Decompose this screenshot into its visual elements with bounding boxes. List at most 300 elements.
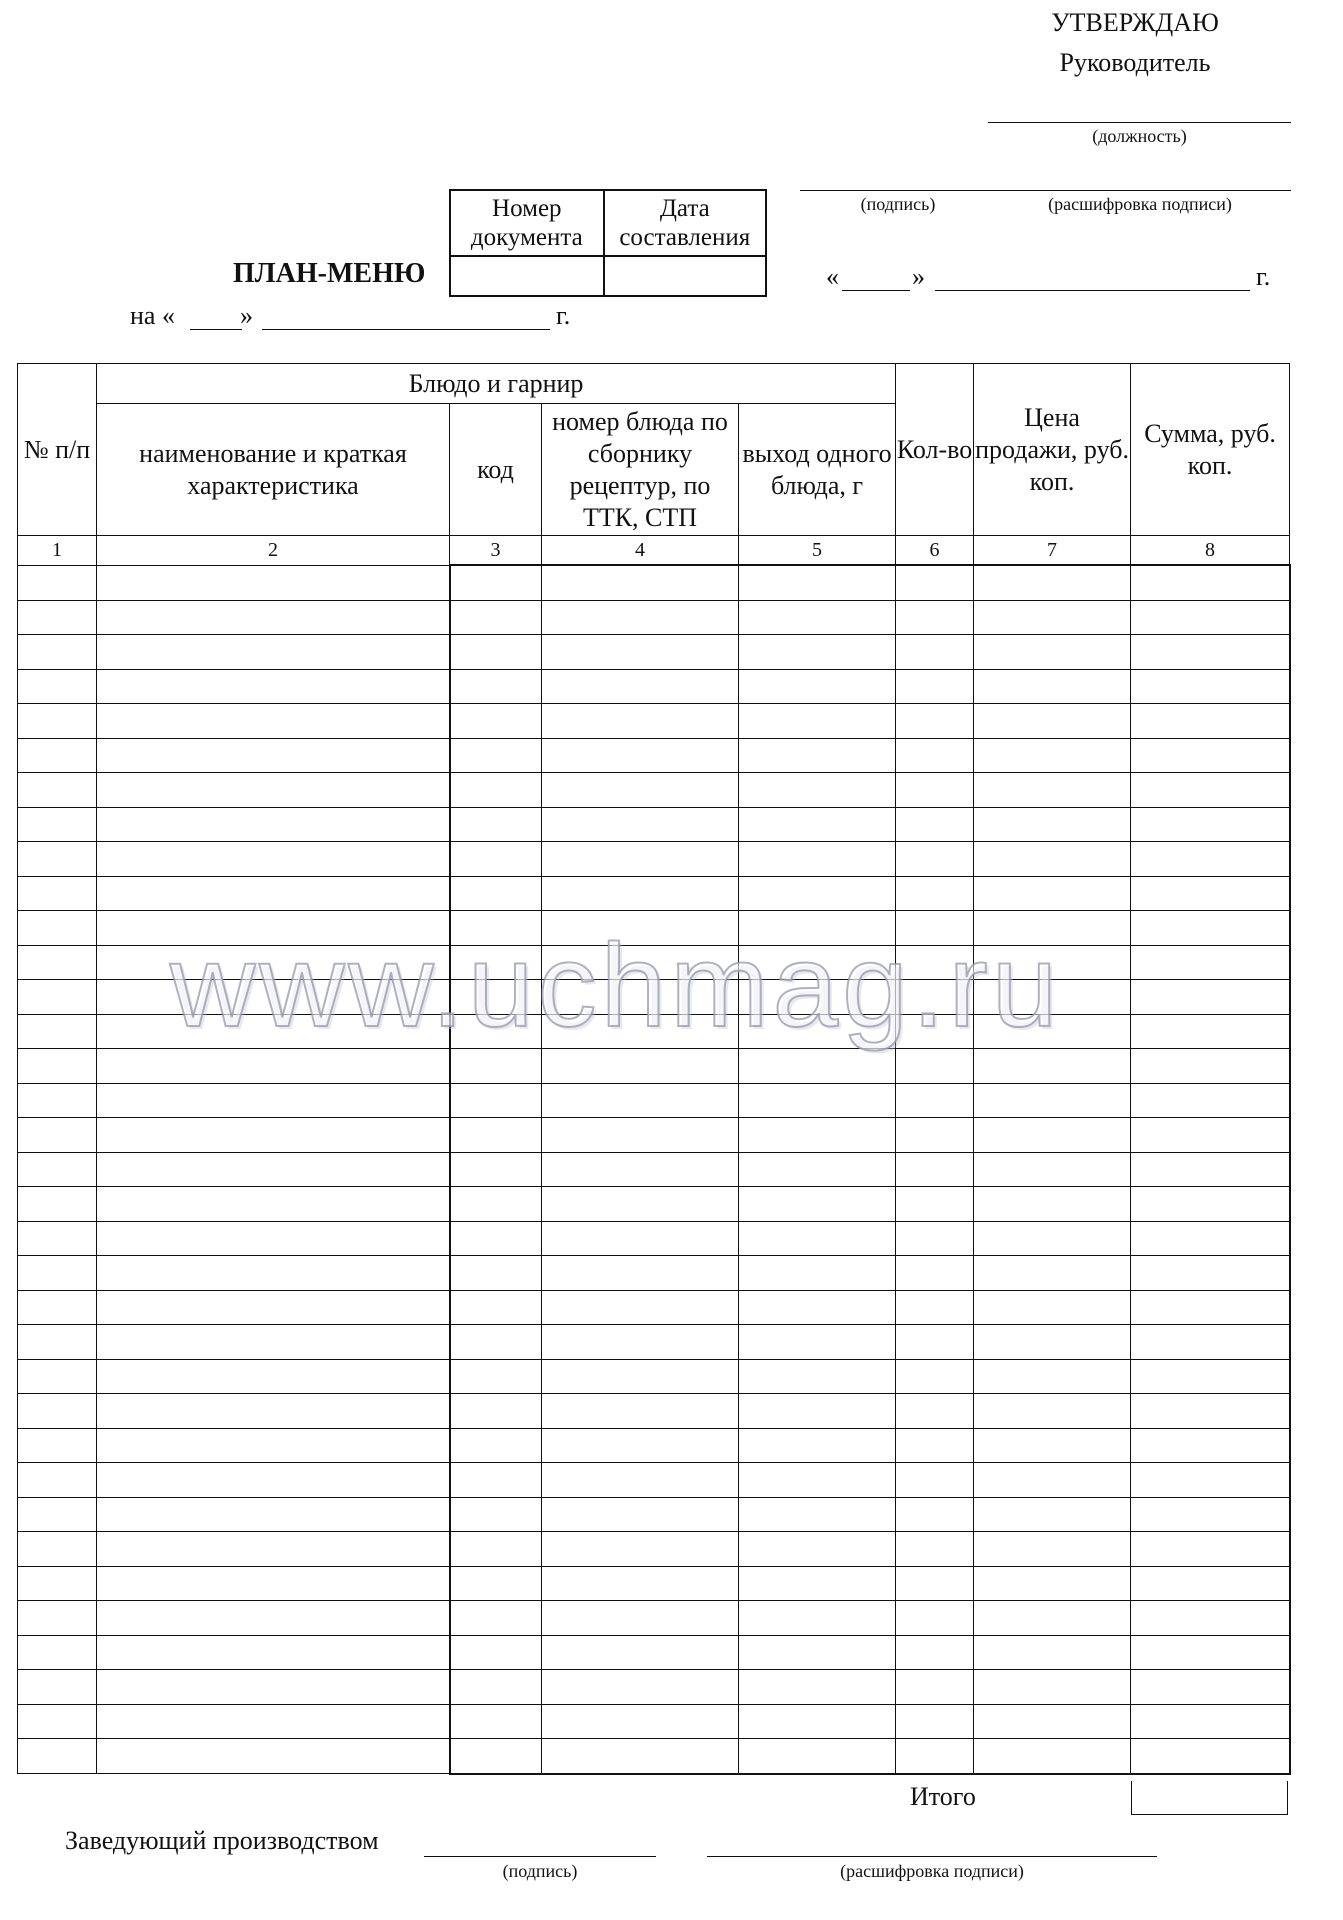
- table-row: [18, 1187, 1290, 1222]
- table-cell[interactable]: [450, 1670, 542, 1705]
- table-cell[interactable]: [974, 1187, 1131, 1222]
- table-cell[interactable]: [450, 1221, 542, 1256]
- table-cell[interactable]: [1131, 945, 1290, 980]
- table-cell[interactable]: [450, 1428, 542, 1463]
- table-cell[interactable]: [896, 1256, 974, 1291]
- table-cell[interactable]: [18, 1601, 97, 1636]
- table-cell[interactable]: [18, 738, 97, 773]
- table-cell[interactable]: [97, 1359, 450, 1394]
- table-cell[interactable]: [896, 635, 974, 670]
- table-cell[interactable]: [974, 1497, 1131, 1532]
- table-cell[interactable]: [896, 1221, 974, 1256]
- table-cell[interactable]: [896, 1394, 974, 1429]
- table-cell[interactable]: [97, 773, 450, 808]
- table-cell[interactable]: [18, 565, 97, 600]
- table-cell[interactable]: [97, 1670, 450, 1705]
- table-cell[interactable]: [450, 1152, 542, 1187]
- table-cell[interactable]: [1131, 1187, 1290, 1222]
- table-cell[interactable]: [450, 1083, 542, 1118]
- table-cell[interactable]: [1131, 876, 1290, 911]
- table-cell[interactable]: [1131, 1704, 1290, 1739]
- table-cell[interactable]: [739, 1118, 896, 1153]
- table-cell[interactable]: [97, 911, 450, 946]
- table-cell[interactable]: [1131, 1221, 1290, 1256]
- table-cell[interactable]: [450, 1256, 542, 1291]
- table-cell[interactable]: [974, 635, 1131, 670]
- position-line[interactable]: [988, 122, 1291, 123]
- table-cell[interactable]: [896, 876, 974, 911]
- table-cell[interactable]: [1131, 1532, 1290, 1567]
- table-cell[interactable]: [1131, 1152, 1290, 1187]
- table-cell[interactable]: [1131, 1670, 1290, 1705]
- table-cell[interactable]: [739, 1463, 896, 1498]
- table-cell[interactable]: [1131, 1014, 1290, 1049]
- table-cell[interactable]: [18, 1152, 97, 1187]
- table-cell[interactable]: [97, 876, 450, 911]
- table-cell[interactable]: [896, 1325, 974, 1360]
- table-cell[interactable]: [739, 1497, 896, 1532]
- table-cell[interactable]: [542, 945, 739, 980]
- table-cell[interactable]: [739, 1566, 896, 1601]
- table-cell[interactable]: [18, 1394, 97, 1429]
- table-cell[interactable]: [739, 1394, 896, 1429]
- table-cell[interactable]: [18, 669, 97, 704]
- table-cell[interactable]: [450, 911, 542, 946]
- table-cell[interactable]: [974, 1014, 1131, 1049]
- table-cell[interactable]: [18, 1221, 97, 1256]
- table-cell[interactable]: [97, 1290, 450, 1325]
- table-cell[interactable]: [542, 600, 739, 635]
- table-cell[interactable]: [974, 1670, 1131, 1705]
- table-cell[interactable]: [18, 773, 97, 808]
- manager-signature-line[interactable]: [424, 1856, 656, 1857]
- table-cell[interactable]: [896, 1428, 974, 1463]
- table-cell[interactable]: [739, 565, 896, 600]
- table-cell[interactable]: [1131, 1428, 1290, 1463]
- table-cell[interactable]: [18, 1739, 97, 1774]
- table-cell[interactable]: [1131, 1601, 1290, 1636]
- table-cell[interactable]: [542, 1394, 739, 1429]
- table-cell[interactable]: [97, 1118, 450, 1153]
- table-cell[interactable]: [739, 1739, 896, 1774]
- table-cell[interactable]: [896, 738, 974, 773]
- table-cell[interactable]: [1131, 773, 1290, 808]
- total-field[interactable]: [1131, 1781, 1288, 1815]
- table-cell[interactable]: [739, 1359, 896, 1394]
- table-cell[interactable]: [974, 911, 1131, 946]
- table-cell[interactable]: [18, 1532, 97, 1567]
- table-cell[interactable]: [739, 1325, 896, 1360]
- table-cell[interactable]: [739, 600, 896, 635]
- table-cell[interactable]: [97, 600, 450, 635]
- table-cell[interactable]: [739, 1290, 896, 1325]
- table-cell[interactable]: [97, 807, 450, 842]
- table-cell[interactable]: [97, 980, 450, 1015]
- table-cell[interactable]: [542, 980, 739, 1015]
- table-cell[interactable]: [739, 669, 896, 704]
- table-cell[interactable]: [97, 704, 450, 739]
- table-cell[interactable]: [739, 1601, 896, 1636]
- table-cell[interactable]: [974, 1566, 1131, 1601]
- table-cell[interactable]: [542, 1635, 739, 1670]
- table-cell[interactable]: [97, 1704, 450, 1739]
- table-cell[interactable]: [896, 1497, 974, 1532]
- table-cell[interactable]: [97, 1428, 450, 1463]
- table-cell[interactable]: [542, 1325, 739, 1360]
- table-cell[interactable]: [896, 1670, 974, 1705]
- table-cell[interactable]: [18, 1083, 97, 1118]
- table-cell[interactable]: [97, 1221, 450, 1256]
- table-cell[interactable]: [1131, 1118, 1290, 1153]
- table-cell[interactable]: [739, 945, 896, 980]
- approval-month-line[interactable]: [935, 290, 1250, 291]
- table-cell[interactable]: [1131, 1497, 1290, 1532]
- table-cell[interactable]: [542, 1739, 739, 1774]
- table-cell[interactable]: [97, 1187, 450, 1222]
- table-cell[interactable]: [97, 1256, 450, 1291]
- table-cell[interactable]: [450, 704, 542, 739]
- table-cell[interactable]: [896, 1704, 974, 1739]
- table-cell[interactable]: [542, 876, 739, 911]
- table-cell[interactable]: [542, 1187, 739, 1222]
- table-cell[interactable]: [18, 1187, 97, 1222]
- table-cell[interactable]: [542, 669, 739, 704]
- table-cell[interactable]: [450, 1704, 542, 1739]
- table-cell[interactable]: [896, 1049, 974, 1084]
- table-cell[interactable]: [450, 773, 542, 808]
- table-cell[interactable]: [97, 565, 450, 600]
- table-cell[interactable]: [450, 842, 542, 877]
- table-cell[interactable]: [450, 1187, 542, 1222]
- table-cell[interactable]: [542, 1670, 739, 1705]
- table-cell[interactable]: [739, 1014, 896, 1049]
- approval-day-line[interactable]: [842, 290, 910, 291]
- table-cell[interactable]: [18, 704, 97, 739]
- table-cell[interactable]: [1131, 565, 1290, 600]
- table-cell[interactable]: [542, 1463, 739, 1498]
- plan-month-line[interactable]: [262, 329, 550, 330]
- table-cell[interactable]: [1131, 1049, 1290, 1084]
- table-cell[interactable]: [1131, 669, 1290, 704]
- table-cell[interactable]: [18, 600, 97, 635]
- table-cell[interactable]: [896, 669, 974, 704]
- table-cell[interactable]: [896, 1532, 974, 1567]
- table-cell[interactable]: [542, 1256, 739, 1291]
- table-cell[interactable]: [739, 1221, 896, 1256]
- table-cell[interactable]: [974, 1325, 1131, 1360]
- table-cell[interactable]: [974, 704, 1131, 739]
- table-cell[interactable]: [739, 1083, 896, 1118]
- table-cell[interactable]: [974, 565, 1131, 600]
- table-cell[interactable]: [450, 1601, 542, 1636]
- table-cell[interactable]: [974, 1049, 1131, 1084]
- table-cell[interactable]: [97, 1394, 450, 1429]
- table-cell[interactable]: [97, 1497, 450, 1532]
- table-cell[interactable]: [18, 1497, 97, 1532]
- table-cell[interactable]: [450, 1049, 542, 1084]
- table-cell[interactable]: [974, 1083, 1131, 1118]
- table-cell[interactable]: [18, 1290, 97, 1325]
- table-cell[interactable]: [974, 980, 1131, 1015]
- table-cell[interactable]: [450, 635, 542, 670]
- table-cell[interactable]: [1131, 1325, 1290, 1360]
- watermark: www.uchmag.ru: [170, 920, 1062, 1052]
- table-cell[interactable]: [974, 1359, 1131, 1394]
- table-cell[interactable]: [450, 1739, 542, 1774]
- table-cell[interactable]: [450, 1532, 542, 1567]
- table-cell[interactable]: [97, 1739, 450, 1774]
- table-cell[interactable]: [97, 1083, 450, 1118]
- document-title: ПЛАН-МЕНЮ: [233, 258, 426, 289]
- table-cell[interactable]: [450, 1290, 542, 1325]
- table-cell[interactable]: [18, 1670, 97, 1705]
- table-cell[interactable]: [1131, 1290, 1290, 1325]
- table-cell[interactable]: [450, 1014, 542, 1049]
- plan-date-close: »: [240, 301, 253, 330]
- table-cell[interactable]: [450, 738, 542, 773]
- table-cell[interactable]: [97, 1566, 450, 1601]
- table-cell[interactable]: [896, 842, 974, 877]
- table-cell[interactable]: [18, 980, 97, 1015]
- table-cell[interactable]: [450, 600, 542, 635]
- table-cell[interactable]: [1131, 1566, 1290, 1601]
- table-cell[interactable]: [974, 876, 1131, 911]
- table-cell[interactable]: [739, 842, 896, 877]
- table-cell[interactable]: [450, 669, 542, 704]
- table-cell[interactable]: [542, 1118, 739, 1153]
- table-cell[interactable]: [450, 876, 542, 911]
- table-cell[interactable]: [739, 980, 896, 1015]
- table-cell[interactable]: [542, 1566, 739, 1601]
- table-cell[interactable]: [542, 635, 739, 670]
- table-cell[interactable]: [974, 1428, 1131, 1463]
- table-cell[interactable]: [18, 1325, 97, 1360]
- table-cell[interactable]: [97, 1049, 450, 1084]
- table-cell[interactable]: [974, 1221, 1131, 1256]
- table-cell[interactable]: [1131, 738, 1290, 773]
- table-cell[interactable]: [896, 1463, 974, 1498]
- table-cell[interactable]: [542, 773, 739, 808]
- table-cell[interactable]: [974, 669, 1131, 704]
- table-cell[interactable]: [739, 807, 896, 842]
- table-cell[interactable]: [1131, 704, 1290, 739]
- table-cell[interactable]: [896, 1083, 974, 1118]
- table-cell[interactable]: [974, 1635, 1131, 1670]
- table-cell[interactable]: [739, 773, 896, 808]
- table-cell[interactable]: [18, 1118, 97, 1153]
- table-cell[interactable]: [739, 1670, 896, 1705]
- table-cell[interactable]: [739, 1428, 896, 1463]
- doc-number-field[interactable]: [450, 256, 604, 296]
- table-cell[interactable]: [896, 1014, 974, 1049]
- table-cell[interactable]: [974, 842, 1131, 877]
- table-cell[interactable]: [974, 1463, 1131, 1498]
- table-cell[interactable]: [18, 1256, 97, 1291]
- table-cell[interactable]: [739, 1256, 896, 1291]
- table-cell[interactable]: [450, 945, 542, 980]
- table-cell[interactable]: [450, 1635, 542, 1670]
- table-cell[interactable]: [1131, 807, 1290, 842]
- table-cell[interactable]: [450, 1463, 542, 1498]
- table-cell[interactable]: [896, 773, 974, 808]
- table-row: [18, 876, 1290, 911]
- table-cell[interactable]: [542, 1083, 739, 1118]
- table-cell[interactable]: [542, 911, 739, 946]
- table-cell[interactable]: [450, 1394, 542, 1429]
- table-cell[interactable]: [739, 1635, 896, 1670]
- table-cell[interactable]: [97, 635, 450, 670]
- table-cell[interactable]: [896, 600, 974, 635]
- column-number: 6: [896, 536, 974, 566]
- table-cell[interactable]: [896, 945, 974, 980]
- table-cell[interactable]: [18, 945, 97, 980]
- doc-date-field[interactable]: [604, 256, 766, 296]
- table-cell[interactable]: [1131, 1256, 1290, 1291]
- table-cell[interactable]: [974, 1601, 1131, 1636]
- table-cell[interactable]: [97, 842, 450, 877]
- table-cell[interactable]: [450, 980, 542, 1015]
- table-cell[interactable]: [739, 876, 896, 911]
- plan-day-line[interactable]: [190, 329, 242, 330]
- table-cell[interactable]: [896, 704, 974, 739]
- table-cell[interactable]: [18, 876, 97, 911]
- table-cell[interactable]: [974, 1532, 1131, 1567]
- table-cell[interactable]: [1131, 1359, 1290, 1394]
- table-cell[interactable]: [974, 1739, 1131, 1774]
- signature-line[interactable]: [800, 190, 1291, 191]
- header-quantity: Кол-во: [896, 364, 974, 536]
- table-cell[interactable]: [18, 1463, 97, 1498]
- table-cell[interactable]: [1131, 1463, 1290, 1498]
- manager-signature-decode-line[interactable]: [707, 1856, 1157, 1857]
- table-cell[interactable]: [896, 911, 974, 946]
- table-cell[interactable]: [1131, 842, 1290, 877]
- table-cell[interactable]: [18, 1428, 97, 1463]
- table-cell[interactable]: [97, 1532, 450, 1567]
- table-cell[interactable]: [97, 1152, 450, 1187]
- table-cell[interactable]: [896, 807, 974, 842]
- table-cell[interactable]: [1131, 980, 1290, 1015]
- table-cell[interactable]: [896, 1118, 974, 1153]
- table-cell[interactable]: [974, 1256, 1131, 1291]
- table-cell[interactable]: [542, 1221, 739, 1256]
- table-cell[interactable]: [18, 1049, 97, 1084]
- table-cell[interactable]: [18, 911, 97, 946]
- table-cell[interactable]: [97, 669, 450, 704]
- table-cell[interactable]: [18, 807, 97, 842]
- table-cell[interactable]: [18, 635, 97, 670]
- table-cell[interactable]: [542, 1601, 739, 1636]
- table-cell[interactable]: [450, 565, 542, 600]
- table-cell[interactable]: [97, 1601, 450, 1636]
- table-cell[interactable]: [739, 635, 896, 670]
- table-cell[interactable]: [18, 1359, 97, 1394]
- table-cell[interactable]: [1131, 1394, 1290, 1429]
- table-cell[interactable]: [896, 1566, 974, 1601]
- table-cell[interactable]: [542, 1290, 739, 1325]
- table-row: [18, 565, 1290, 600]
- table-cell[interactable]: [974, 600, 1131, 635]
- table-cell[interactable]: [97, 1014, 450, 1049]
- table-cell[interactable]: [739, 1152, 896, 1187]
- table-cell[interactable]: [97, 1325, 450, 1360]
- table-cell[interactable]: [450, 1325, 542, 1360]
- table-cell[interactable]: [974, 807, 1131, 842]
- table-cell[interactable]: [97, 1463, 450, 1498]
- table-cell[interactable]: [542, 704, 739, 739]
- table-cell[interactable]: [974, 945, 1131, 980]
- table-cell[interactable]: [97, 945, 450, 980]
- table-cell[interactable]: [1131, 600, 1290, 635]
- table-cell[interactable]: [896, 980, 974, 1015]
- table-cell[interactable]: [896, 1601, 974, 1636]
- table-cell[interactable]: [542, 842, 739, 877]
- table-cell[interactable]: [739, 704, 896, 739]
- table-cell[interactable]: [896, 1152, 974, 1187]
- table-cell[interactable]: [542, 1359, 739, 1394]
- table-cell[interactable]: [1131, 911, 1290, 946]
- table-cell[interactable]: [97, 738, 450, 773]
- table-cell[interactable]: [18, 842, 97, 877]
- table-cell[interactable]: [542, 1704, 739, 1739]
- table-cell[interactable]: [542, 1497, 739, 1532]
- table-cell[interactable]: [450, 1359, 542, 1394]
- table-cell[interactable]: [1131, 1635, 1290, 1670]
- table-cell[interactable]: [450, 807, 542, 842]
- table-cell[interactable]: [896, 1739, 974, 1774]
- table-cell[interactable]: [896, 1187, 974, 1222]
- table-cell[interactable]: [450, 1566, 542, 1601]
- table-cell[interactable]: [974, 1118, 1131, 1153]
- table-cell[interactable]: [18, 1635, 97, 1670]
- table-cell[interactable]: [542, 1428, 739, 1463]
- table-cell[interactable]: [450, 1118, 542, 1153]
- table-cell[interactable]: [1131, 1083, 1290, 1118]
- table-cell[interactable]: [896, 1635, 974, 1670]
- table-cell[interactable]: [896, 565, 974, 600]
- table-cell[interactable]: [542, 1532, 739, 1567]
- table-cell[interactable]: [450, 1497, 542, 1532]
- table-cell[interactable]: [1131, 1739, 1290, 1774]
- table-cell[interactable]: [542, 1014, 739, 1049]
- table-cell[interactable]: [739, 1704, 896, 1739]
- table-cell[interactable]: [974, 1152, 1131, 1187]
- table-cell[interactable]: [542, 738, 739, 773]
- table-cell[interactable]: [896, 1290, 974, 1325]
- table-cell[interactable]: [542, 1152, 739, 1187]
- table-cell[interactable]: [974, 738, 1131, 773]
- table-cell[interactable]: [18, 1014, 97, 1049]
- table-cell[interactable]: [542, 807, 739, 842]
- table-cell[interactable]: [542, 565, 739, 600]
- table-cell[interactable]: [974, 1290, 1131, 1325]
- table-cell[interactable]: [974, 773, 1131, 808]
- table-cell[interactable]: [18, 1704, 97, 1739]
- table-cell[interactable]: [97, 1635, 450, 1670]
- table-cell[interactable]: [739, 911, 896, 946]
- table-cell[interactable]: [739, 1187, 896, 1222]
- table-cell[interactable]: [974, 1704, 1131, 1739]
- approval-role: Руководитель: [1059, 48, 1211, 77]
- table-cell[interactable]: [18, 1566, 97, 1601]
- table-cell[interactable]: [542, 1049, 739, 1084]
- table-cell[interactable]: [739, 738, 896, 773]
- table-cell[interactable]: [974, 1394, 1131, 1429]
- table-cell[interactable]: [896, 1359, 974, 1394]
- table-cell[interactable]: [739, 1532, 896, 1567]
- table-cell[interactable]: [739, 1049, 896, 1084]
- table-cell[interactable]: [1131, 635, 1290, 670]
